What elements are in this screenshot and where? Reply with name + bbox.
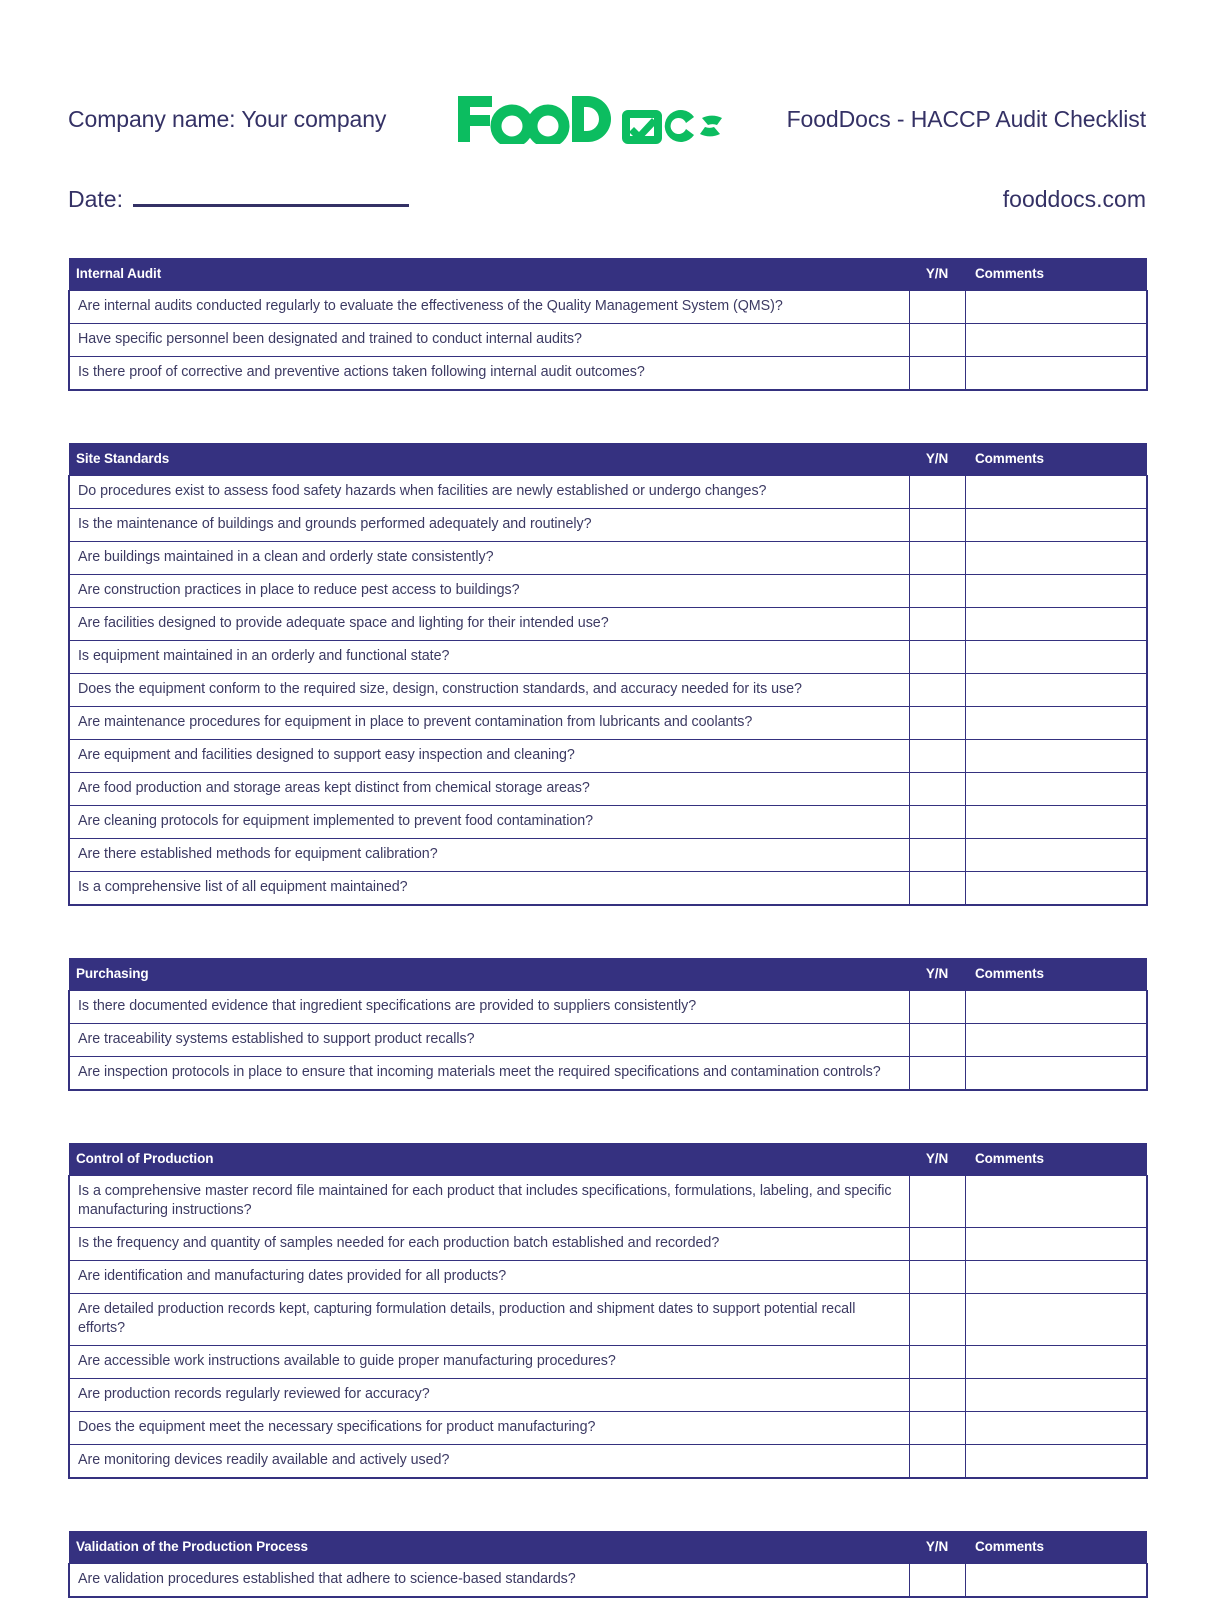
yn-answer-cell[interactable]	[909, 674, 965, 707]
checklist-row	[69, 291, 1147, 324]
comments-cell[interactable]	[965, 773, 1147, 806]
checklist-row	[69, 1564, 1147, 1598]
comments-cell[interactable]	[965, 357, 1147, 391]
section-title: Control of Production	[69, 1143, 909, 1176]
question-text: Are production records regularly reviewed for accuracy?	[69, 1379, 909, 1412]
section-title: Purchasing	[69, 958, 909, 991]
yn-answer-cell[interactable]	[909, 1445, 965, 1479]
checklist-row	[69, 1057, 1147, 1091]
checklist-row	[69, 1228, 1147, 1261]
checklist-row	[69, 1176, 1147, 1228]
question-text: Are there established methods for equipment calibration?	[69, 839, 909, 872]
question-text: Are detailed production records kept, capturing formulation details, production and shipment dates to support potential recall efforts?	[69, 1294, 909, 1346]
comments-cell[interactable]	[965, 872, 1147, 906]
section-title: Site Standards	[69, 443, 909, 476]
column-header-comments: Comments	[965, 1531, 1147, 1564]
comments-cell[interactable]	[965, 1564, 1147, 1598]
column-header-yn: Y/N	[909, 1531, 965, 1564]
checklist-row	[69, 1261, 1147, 1294]
column-header-comments: Comments	[965, 443, 1147, 476]
section-header-row	[69, 1143, 1147, 1176]
checklist-row	[69, 641, 1147, 674]
question-text: Does the equipment meet the necessary specifications for product manufacturing?	[69, 1412, 909, 1445]
section-title: Internal Audit	[69, 258, 909, 291]
checklist-row	[69, 608, 1147, 641]
yn-answer-cell[interactable]	[909, 1346, 965, 1379]
question-text: Are identification and manufacturing dates provided for all products?	[69, 1261, 909, 1294]
yn-answer-cell[interactable]	[909, 1057, 965, 1091]
question-text: Are facilities designed to provide adequate space and lighting for their intended use?	[69, 608, 909, 641]
comments-cell[interactable]	[965, 1261, 1147, 1294]
comments-cell[interactable]	[965, 839, 1147, 872]
comments-cell[interactable]	[965, 1445, 1147, 1479]
yn-answer-cell[interactable]	[909, 291, 965, 324]
website-label: fooddocs.com	[1002, 185, 1146, 212]
section-header-row	[69, 443, 1147, 476]
question-text: Are traceability systems established to support product recalls?	[69, 1024, 909, 1057]
question-text: Are cleaning protocols for equipment implemented to prevent food contamination?	[69, 806, 909, 839]
checklist-row	[69, 1294, 1147, 1346]
checklist-row	[69, 707, 1147, 740]
checklist-row	[69, 1379, 1147, 1412]
comments-cell[interactable]	[965, 1379, 1147, 1412]
yn-answer-cell[interactable]	[909, 707, 965, 740]
comments-cell[interactable]	[965, 674, 1147, 707]
comments-cell[interactable]	[965, 1024, 1147, 1057]
comments-cell[interactable]	[965, 291, 1147, 324]
yn-answer-cell[interactable]	[909, 740, 965, 773]
column-header-comments: Comments	[965, 258, 1147, 291]
comments-cell[interactable]	[965, 1294, 1147, 1346]
question-text: Is there documented evidence that ingredient specifications are provided to suppliers consistently?	[69, 991, 909, 1024]
checklist-row	[69, 509, 1147, 542]
section-header-row	[69, 258, 1147, 291]
checklist-row	[69, 806, 1147, 839]
yn-answer-cell[interactable]	[909, 575, 965, 608]
question-text: Is the maintenance of buildings and grounds performed adequately and routinely?	[69, 509, 909, 542]
checklist-row	[69, 674, 1147, 707]
section-header-row	[69, 1531, 1147, 1564]
yn-answer-cell[interactable]	[909, 1024, 965, 1057]
comments-cell[interactable]	[965, 324, 1147, 357]
yn-answer-cell[interactable]	[909, 872, 965, 906]
yn-answer-cell[interactable]	[909, 1261, 965, 1294]
checklist-section	[68, 443, 1148, 906]
checklist-row	[69, 839, 1147, 872]
comments-cell[interactable]	[965, 707, 1147, 740]
yn-answer-cell[interactable]	[909, 773, 965, 806]
comments-cell[interactable]	[965, 1057, 1147, 1091]
question-text: Is a comprehensive list of all equipment maintained?	[69, 872, 909, 906]
checklist-section	[68, 258, 1148, 391]
checklist-row	[69, 476, 1147, 509]
question-text: Are construction practices in place to reduce pest access to buildings?	[69, 575, 909, 608]
question-text: Are inspection protocols in place to ensure that incoming materials meet the required specifications and contamination controls?	[69, 1057, 909, 1091]
document-header	[68, 88, 1146, 150]
date-input-line[interactable]	[133, 188, 409, 207]
comments-cell[interactable]	[965, 806, 1147, 839]
yn-answer-cell[interactable]	[909, 608, 965, 641]
comments-cell[interactable]	[965, 991, 1147, 1024]
question-text: Are validation procedures established that adhere to science-based standards?	[69, 1564, 909, 1598]
question-text: Is there proof of corrective and preventive actions taken following internal audit outcomes?	[69, 357, 909, 391]
checklist-row	[69, 1445, 1147, 1479]
yn-answer-cell[interactable]	[909, 357, 965, 391]
yn-answer-cell[interactable]	[909, 1294, 965, 1346]
yn-answer-cell[interactable]	[909, 542, 965, 575]
question-text: Are accessible work instructions available to guide proper manufacturing procedures?	[69, 1346, 909, 1379]
page-title: FoodDocs - HACCP Audit Checklist	[786, 105, 1146, 132]
checklist-section	[68, 958, 1148, 1091]
checklist-row	[69, 324, 1147, 357]
date-and-site-row	[68, 182, 1146, 216]
question-text: Are food production and storage areas kept distinct from chemical storage areas?	[69, 773, 909, 806]
section-title: Validation of the Production Process	[69, 1531, 909, 1564]
checklist-row	[69, 575, 1147, 608]
date-label: Date:	[68, 185, 123, 212]
question-text: Are equipment and facilities designed to support easy inspection and cleaning?	[69, 740, 909, 773]
question-text: Do procedures exist to assess food safety hazards when facilities are newly established or undergo changes?	[69, 476, 909, 509]
yn-answer-cell[interactable]	[909, 1412, 965, 1445]
comments-cell[interactable]	[965, 476, 1147, 509]
comments-cell[interactable]	[965, 1176, 1147, 1228]
yn-answer-cell[interactable]	[909, 324, 965, 357]
question-text: Have specific personnel been designated and trained to conduct internal audits?	[69, 324, 909, 357]
checklist-row	[69, 1024, 1147, 1057]
question-text: Does the equipment conform to the required size, design, construction standards, and accuracy needed for its use?	[69, 674, 909, 707]
yn-answer-cell[interactable]	[909, 806, 965, 839]
comments-cell[interactable]	[965, 1412, 1147, 1445]
checklist-row	[69, 1412, 1147, 1445]
question-text: Are monitoring devices readily available and actively used?	[69, 1445, 909, 1479]
checklist-row	[69, 740, 1147, 773]
comments-cell[interactable]	[965, 509, 1147, 542]
checklist-row	[69, 357, 1147, 391]
checklist-row	[69, 991, 1147, 1024]
comments-cell[interactable]	[965, 1228, 1147, 1261]
yn-answer-cell[interactable]	[909, 476, 965, 509]
comments-cell[interactable]	[965, 575, 1147, 608]
company-name-label: Company name: Your company	[68, 105, 387, 132]
comments-cell[interactable]	[965, 641, 1147, 674]
checklist-row	[69, 1346, 1147, 1379]
column-header-comments: Comments	[965, 1143, 1147, 1176]
question-text: Are buildings maintained in a clean and orderly state consistently?	[69, 542, 909, 575]
yn-answer-cell[interactable]	[909, 1228, 965, 1261]
yn-answer-cell[interactable]	[909, 991, 965, 1024]
question-text: Is a comprehensive master record file maintained for each product that includes specifications, formulations, labeling, and specific manufacturing instructions?	[69, 1176, 909, 1228]
date-field-group	[68, 186, 409, 213]
question-text: Is the frequency and quantity of samples needed for each production batch established and recorded?	[69, 1228, 909, 1261]
checklist-row	[69, 773, 1147, 806]
yn-answer-cell[interactable]	[909, 839, 965, 872]
yn-answer-cell[interactable]	[909, 509, 965, 542]
checklist-row	[69, 872, 1147, 906]
comments-cell[interactable]	[965, 740, 1147, 773]
comments-cell[interactable]	[965, 542, 1147, 575]
checklist-section	[68, 1531, 1148, 1598]
question-text: Are maintenance procedures for equipment in place to prevent contamination from lubricants and coolants?	[69, 707, 909, 740]
question-text: Are internal audits conducted regularly to evaluate the effectiveness of the Quality Management System (QMS)?	[69, 291, 909, 324]
column-header-yn: Y/N	[909, 258, 965, 291]
yn-answer-cell[interactable]	[909, 1564, 965, 1598]
yn-answer-cell[interactable]	[909, 641, 965, 674]
checklist-section	[68, 1143, 1148, 1479]
section-header-row	[69, 958, 1147, 991]
checklist-sections	[68, 258, 1146, 1598]
fooddocs-logo	[456, 92, 724, 146]
column-header-yn: Y/N	[909, 958, 965, 991]
column-header-yn: Y/N	[909, 1143, 965, 1176]
checklist-row	[69, 542, 1147, 575]
yn-answer-cell[interactable]	[909, 1176, 965, 1228]
comments-cell[interactable]	[965, 1346, 1147, 1379]
column-header-yn: Y/N	[909, 443, 965, 476]
question-text: Is equipment maintained in an orderly and functional state?	[69, 641, 909, 674]
column-header-comments: Comments	[965, 958, 1147, 991]
yn-answer-cell[interactable]	[909, 1379, 965, 1412]
comments-cell[interactable]	[965, 608, 1147, 641]
